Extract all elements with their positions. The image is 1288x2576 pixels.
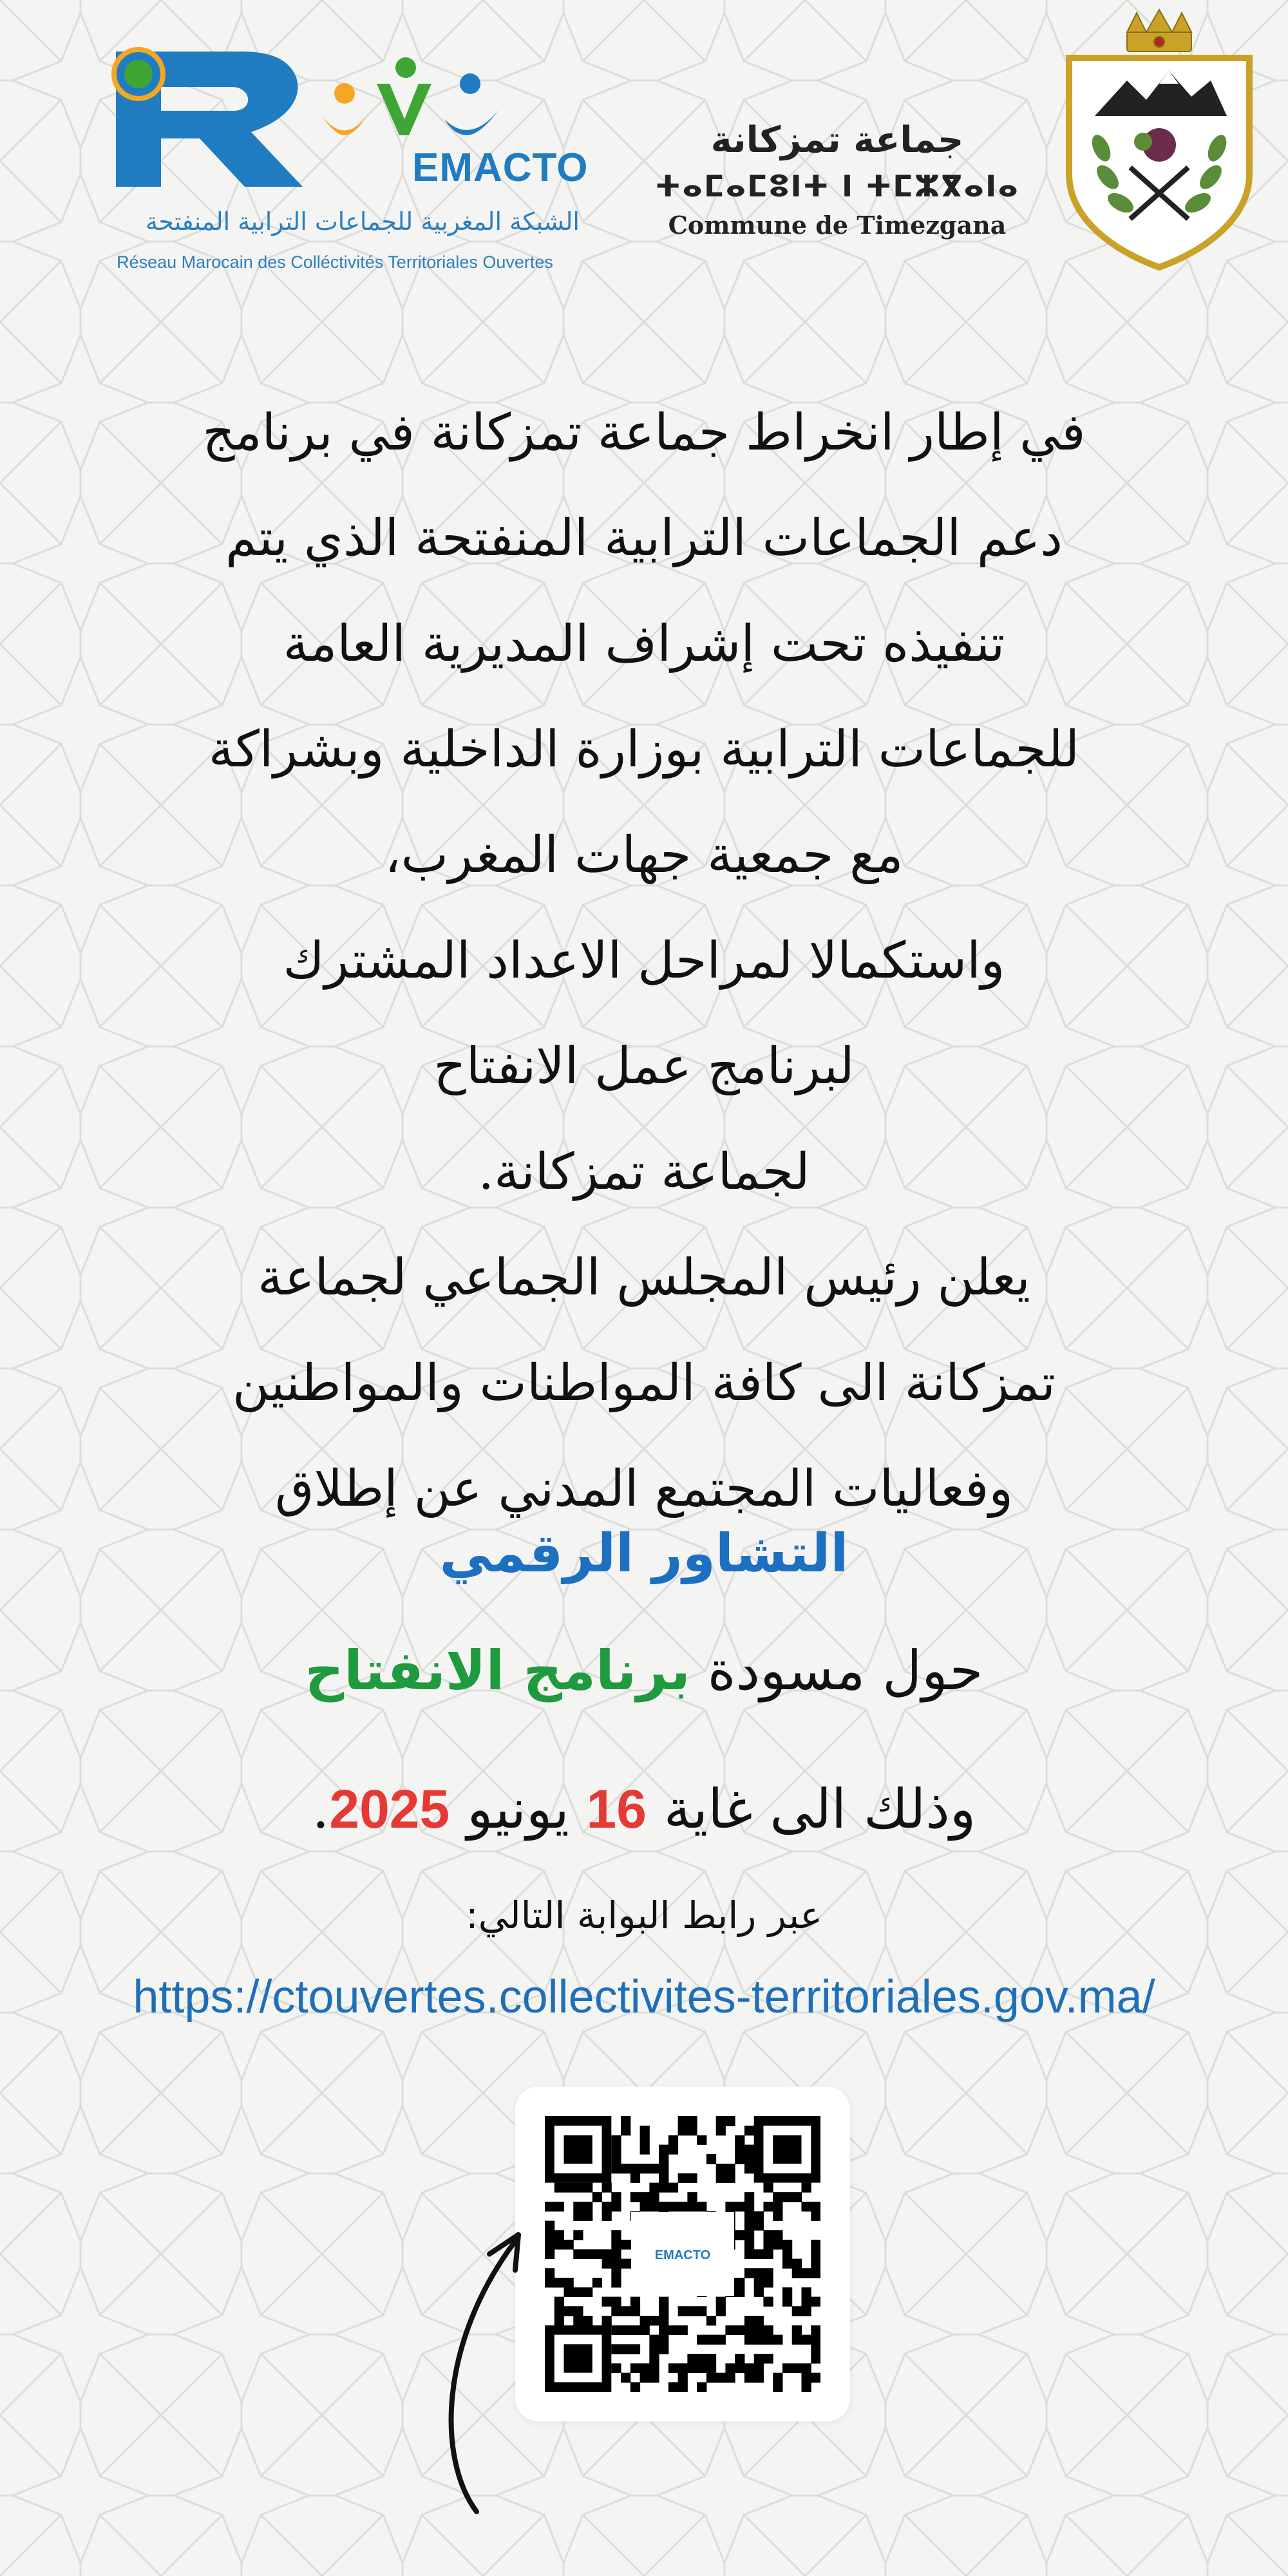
remacto-french-name: Réseau Marocain des Colléctivités Territoriales Ouvertes [117, 252, 553, 272]
commune-name-french: Commune de Timezgana [668, 211, 1007, 240]
announcement-line: لجماعة تمزكانة. [478, 1143, 810, 1201]
commune-name-tifinagh: ⵜⴰⵎⴰⵎⵓⵏⵜ ⵏ ⵜⵎⵣⴳⴰⵏⴰ [654, 169, 1020, 204]
announcement-line: في إطار انخراط جماعة تمزكانة في برنامج [202, 404, 1086, 462]
pointer-arrow-icon [412, 2215, 541, 2518]
announcement-line: دعم الجماعات الترابية المنفتحة الذي يتم [225, 509, 1063, 567]
announcement-line: للجماعات الترابية بوزارة الداخلية وبشراكة [208, 721, 1080, 779]
announcement-line: يعلن رئيس المجلس الجماعي لجماعة [258, 1249, 1030, 1307]
announcement-body [26, 380, 1262, 1542]
deadline-prefix: وذلك الى غاية [663, 1777, 976, 1841]
qr-code-card[interactable] [515, 2087, 850, 2421]
announcement-line: لبرنامج عمل الانفتاح [433, 1037, 855, 1095]
draft-program-highlight: برنامج الانفتاح [305, 1639, 690, 1702]
announcement-line: تنفيذه تحت إشراف المديرية العامة [283, 615, 1005, 673]
digital-consultation-title: التشاور الرقمي [439, 1523, 849, 1584]
remacto-arabic-name: الشبكة المغربية للجماعات الترابية المنفتحة [146, 207, 580, 236]
deadline-month: يونيو [466, 1777, 569, 1841]
announcement-line: مع جمعية جهات المغرب، [384, 826, 904, 884]
qr-finder-pattern [564, 2344, 592, 2372]
announcement-line: وفعاليات المجتمع المدني عن إطلاق [275, 1460, 1013, 1518]
portal-url-link[interactable]: https://ctouvertes.collectivites-territoriales.gov.ma/ [133, 1971, 1155, 2023]
remacto-brand-text: EMACTO [412, 146, 589, 190]
commune-name-arabic: جماعة تمزكانة [710, 119, 964, 161]
announcement-line: تمزكانة الى كافة المواطنات والمواطنين [232, 1354, 1056, 1412]
commune-name-block [638, 116, 1037, 270]
qr-logo-text: EMACTO [654, 2248, 711, 2262]
draft-prefix: حول مسودة [707, 1639, 983, 1702]
draft-program-line [0, 1639, 1288, 1702]
qr-finder-pattern [564, 2136, 592, 2164]
deadline-line [0, 1777, 1288, 1841]
portal-link-label: عبر رابط البوابة التالي: [466, 1893, 822, 1937]
remacto-logo [90, 39, 589, 296]
deadline-day: 16 [586, 1779, 647, 1839]
commune-coat-of-arms-icon [1050, 6, 1269, 277]
deadline-suffix: . [312, 1777, 330, 1841]
qr-center-logo [631, 2212, 734, 2296]
deadline-year: 2025 [329, 1779, 450, 1839]
announcement-line: واستكمالا لمراحل الاعداد المشترك [283, 932, 1005, 990]
qr-finder-pattern [773, 2136, 801, 2164]
